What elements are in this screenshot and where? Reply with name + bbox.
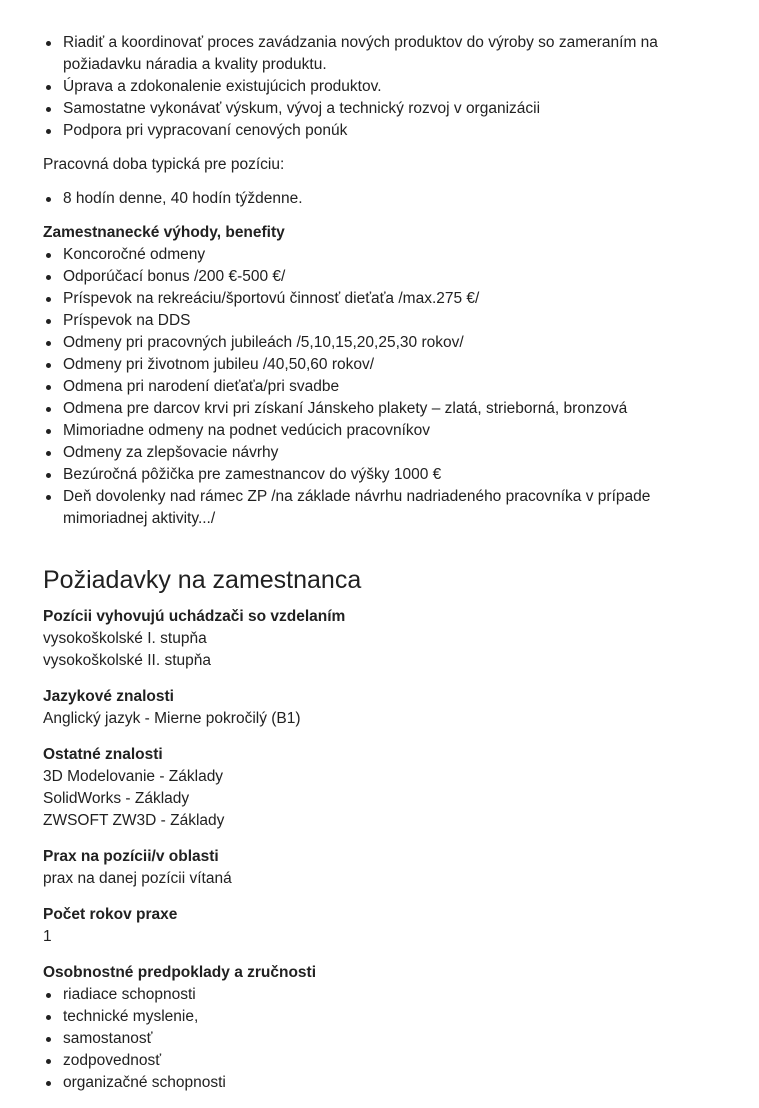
list-item: Deň dovolenky nad rámec ZP /na základe návrhu nadriadeného pracovníka v prípade mimoriadnej aktivity.../ — [43, 486, 719, 530]
list-item: organizačné schopnosti — [43, 1072, 719, 1094]
working-hours-list — [43, 188, 719, 210]
other-skills-value: ZWSOFT ZW3D - Základy — [43, 812, 225, 829]
benefits-title: Zamestnanecké výhody, benefity — [43, 224, 285, 241]
list-item: Samostatne vykonávať výskum, vývoj a technický rozvoj v organizácii — [43, 98, 719, 120]
other-skills-title: Ostatné znalosti — [43, 746, 163, 763]
other-skills-value: 3D Modelovanie - Základy — [43, 768, 224, 785]
list-item: Bezúročná pôžička pre zamestnancov do výšky 1000 € — [43, 464, 719, 486]
list-item: riadiace schopnosti — [43, 984, 719, 1006]
list-item: Odmeny pri životnom jubileu /40,50,60 rokov/ — [43, 354, 719, 376]
personal-title: Osobnostné predpoklady a zručnosti — [43, 964, 317, 981]
list-item: Podpora pri vypracovaní cenových ponúk — [43, 120, 719, 142]
list-item: Odmena pri narodení dieťaťa/pri svadbe — [43, 376, 719, 398]
years-title: Počet rokov praxe — [43, 906, 178, 923]
requirements-heading: Požiadavky na zamestnanca — [43, 566, 362, 594]
languages-value: Anglický jazyk - Mierne pokročilý (B1) — [43, 710, 301, 727]
languages-title: Jazykové znalosti — [43, 688, 174, 705]
list-item: zodpovednosť — [43, 1050, 719, 1072]
education-value: vysokoškolské II. stupňa — [43, 652, 211, 669]
experience-value: prax na danej pozícii vítaná — [43, 870, 232, 887]
list-item: Riadiť a koordinovať proces zavádzania nových produktov do výroby so zameraním na požiadavku náradia a kvality produktu. — [43, 32, 719, 76]
education-value: vysokoškolské I. stupňa — [43, 630, 207, 647]
list-item: technické myslenie, — [43, 1006, 719, 1028]
working-hours-label: Pracovná doba typická pre pozíciu: — [43, 156, 285, 173]
list-item: Odmeny za zlepšovacie návrhy — [43, 442, 719, 464]
list-item: Mimoriadne odmeny na podnet vedúcich pracovníkov — [43, 420, 719, 442]
experience-title: Prax na pozícii/v oblasti — [43, 848, 219, 865]
list-item: 8 hodín denne, 40 hodín týždenne. — [43, 188, 719, 210]
list-item: Príspevok na DDS — [43, 310, 719, 332]
other-skills-value: SolidWorks - Základy — [43, 790, 190, 807]
list-item: Odporúčací bonus /200 €-500 €/ — [43, 266, 719, 288]
list-item: Príspevok na rekreáciu/športovú činnosť dieťaťa /max.275 €/ — [43, 288, 719, 310]
duties-list — [43, 32, 719, 142]
years-value: 1 — [43, 928, 52, 945]
list-item: Odmeny pri pracovných jubileách /5,10,15,20,25,30 rokov/ — [43, 332, 719, 354]
list-item: Koncoročné odmeny — [43, 244, 719, 266]
list-item: Úprava a zdokonalenie existujúcich produktov. — [43, 76, 719, 98]
personal-skills-list — [43, 984, 719, 1094]
education-title: Pozícii vyhovujú uchádzači so vzdelaním — [43, 608, 346, 625]
list-item: Odmena pre darcov krvi pri získaní Jánskeho plakety – zlatá, strieborná, bronzová — [43, 398, 719, 420]
benefits-list — [43, 244, 719, 530]
list-item: samostanosť — [43, 1028, 719, 1050]
